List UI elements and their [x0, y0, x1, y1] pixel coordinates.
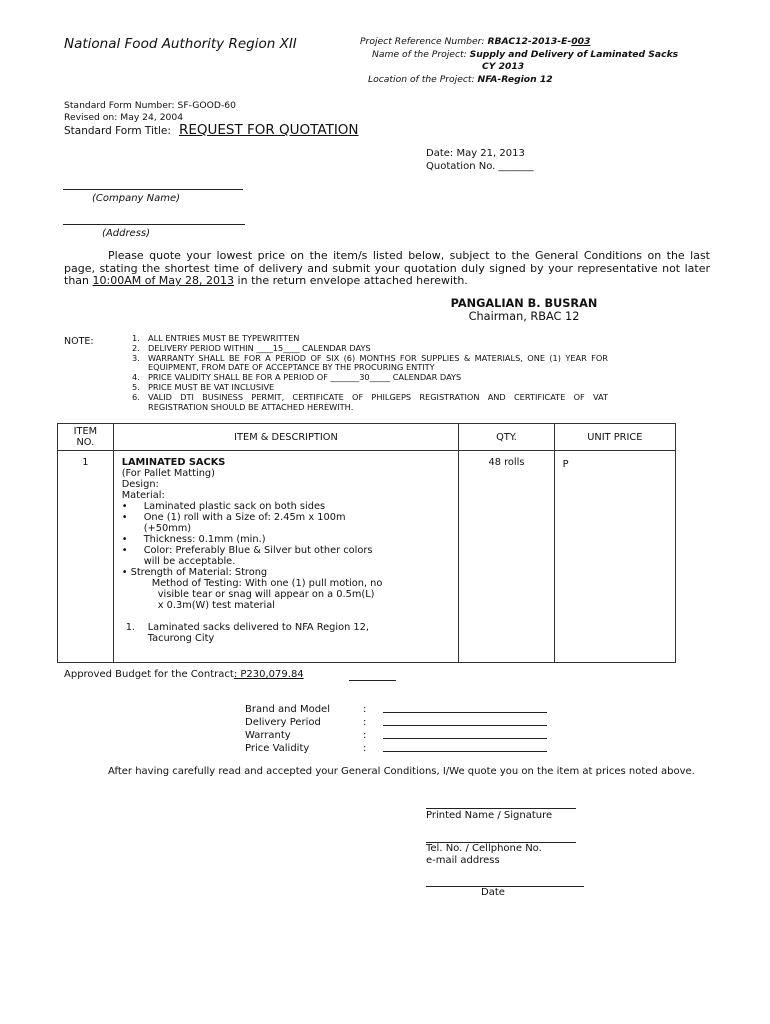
- spec-label: Delivery Period: [245, 717, 321, 728]
- date-block: [426, 148, 534, 173]
- project-info: [360, 36, 720, 86]
- ref-value: RBAC12-2013-E-: [487, 36, 572, 47]
- spec-colon: :: [363, 717, 367, 728]
- project-year: CY 2013: [482, 61, 525, 72]
- signatory-title: Chairman, RBAC 12: [468, 310, 580, 323]
- bullet-line: [122, 534, 453, 545]
- note-label: NOTE:: [64, 336, 94, 347]
- note-text: VALID DTI BUSINESS PERMIT, CERTIFICATE OF PHILGEPS REGISTRATION AND CERTIFICATE OF VAT REGISTRATION SHOULD BE ATTACHED HEREWITH.: [148, 391, 608, 412]
- spec-label: Brand and Model: [245, 704, 330, 715]
- note-num: 3.: [132, 352, 140, 363]
- spec-row-warranty: [245, 729, 367, 742]
- note-num: 2.: [132, 342, 140, 353]
- location-value: NFA-Region 12: [477, 73, 553, 85]
- note-num: 4.: [132, 372, 140, 383]
- company-name-label: (Company Name): [92, 193, 181, 204]
- abc-underline: [349, 680, 396, 681]
- quotation-number: Quotation No. _______: [426, 160, 534, 172]
- header-item-no-2: NO.: [76, 437, 95, 448]
- delivery-line: [122, 622, 453, 633]
- item-unit-price[interactable]: P: [554, 451, 675, 663]
- item-description: [113, 451, 459, 663]
- project-location: [360, 74, 720, 87]
- spec-label: Price Validity: [245, 743, 310, 754]
- table-header-row: [58, 424, 676, 451]
- desc-line: Thickness: 0.1mm (min.): [143, 534, 266, 545]
- note-num: 6.: [132, 391, 140, 402]
- spec-label: Warranty: [245, 730, 291, 741]
- spec-row-validity: [245, 742, 367, 755]
- note-text: WARRANTY SHALL BE FOR A PERIOD OF SIX (6) MONTHS FOR SUPPLIES & MATERIALS, ONE (1) YEAR FOR EQUIPMENT, FROM DATE OF ACCEPTANCE BY THE PROCURING ENTITY: [148, 352, 608, 373]
- bullet-icon: •: [121, 512, 128, 523]
- note-num: 1.: [132, 333, 140, 343]
- spec-colon: :: [363, 743, 367, 754]
- form-title: REQUEST FOR QUOTATION: [178, 122, 359, 138]
- note-item: [132, 393, 608, 413]
- delivery-num: 1.: [125, 622, 136, 633]
- header-unit-price: UNIT PRICE: [554, 424, 675, 451]
- spec-row-brand: [245, 703, 367, 716]
- item-name: LAMINATED SACKS: [121, 457, 226, 468]
- table-row: [58, 451, 676, 663]
- signatory: [444, 297, 604, 323]
- ref-value-suffix: 003: [571, 36, 591, 47]
- notes-list: [132, 334, 608, 412]
- brand-field[interactable]: [383, 712, 547, 713]
- tel-label: Tel. No. / Cellphone No.: [426, 843, 542, 854]
- abc-value: : P230,079.84: [233, 669, 304, 680]
- bullet-line: [122, 545, 453, 556]
- note-text: DELIVERY PERIOD WITHIN ____15____ CALENDAR DAYS: [148, 342, 371, 353]
- spec-colon: :: [363, 730, 367, 741]
- spec-colon: :: [363, 704, 367, 715]
- project-value: Supply and Delivery of Laminated Sacks: [469, 48, 679, 60]
- contact-labels: [426, 843, 542, 867]
- company-name-line[interactable]: [63, 189, 243, 190]
- date-line[interactable]: [426, 886, 584, 887]
- desc-line: Laminated sacks delivered to NFA Region 12,: [147, 622, 369, 633]
- printed-name-label: Printed Name / Signature: [426, 810, 553, 821]
- location-label: Location of the Project:: [368, 73, 475, 85]
- intro-paragraph: [64, 250, 710, 288]
- agency-name: National Food Authority Region XII: [64, 36, 297, 52]
- note-item: [132, 354, 608, 374]
- delivery-period-field[interactable]: [383, 725, 547, 726]
- warranty-field[interactable]: [383, 738, 547, 739]
- desc-line: x 0.3m(W) test material: [157, 600, 276, 611]
- intro-text-end: in the return envelope attached herewith.: [234, 274, 468, 287]
- item-quantity: 48 rolls: [459, 451, 554, 663]
- quotation-date: Date: May 21, 2013: [426, 148, 525, 159]
- desc-line: Method of Testing: With one (1) pull motion, no: [151, 578, 383, 589]
- address-line[interactable]: [63, 224, 245, 225]
- desc-line: Design:: [121, 479, 159, 490]
- project-ref: [360, 36, 720, 49]
- email-label: e-mail address: [426, 855, 500, 866]
- form-number: Standard Form Number: SF-GOOD-60: [64, 100, 236, 111]
- closing-paragraph: After having carefully read and accepted your General Conditions, I/We quote you on the item at prices noted above.: [108, 766, 695, 777]
- form-meta: [64, 100, 236, 123]
- form-title-row: [64, 122, 359, 138]
- header-item-no-1: ITEM: [73, 426, 98, 437]
- bullet-icon: •: [121, 534, 128, 545]
- bullet-icon: •: [121, 545, 128, 556]
- note-num: 5.: [132, 381, 140, 392]
- note-text: PRICE MUST BE VAT INCLUSIVE: [148, 381, 275, 392]
- signature-line[interactable]: [426, 808, 576, 809]
- desc-line: (+50mm): [143, 523, 192, 534]
- items-table: [57, 423, 676, 663]
- desc-line: (For Pallet Matting): [121, 468, 215, 479]
- abc-label: Approved Budget for the Contract: [64, 669, 234, 680]
- desc-line: Laminated plastic sack on both sides: [143, 501, 326, 512]
- bullet-line: [122, 501, 453, 512]
- spec-fields: [245, 703, 367, 755]
- intro-text: Please quote your lowest price on the item/s listed below, subject to the General Conditions on the last page, stating the shortest time of delivery and submit your quotation duly signed by your representative not later than: [64, 249, 710, 287]
- desc-line: Color: Preferably Blue & Silver but other colors: [143, 545, 373, 556]
- approved-budget: [64, 669, 304, 680]
- bullet-line: [122, 512, 453, 523]
- desc-line: Material:: [121, 490, 165, 501]
- signatory-name: PANGALIAN B. BUSRAN: [450, 297, 598, 310]
- project-name: [360, 49, 720, 62]
- price-validity-field[interactable]: [383, 751, 547, 752]
- desc-line: • Strength of Material: Strong: [121, 567, 268, 578]
- item-number: 1: [58, 451, 114, 663]
- ref-label: Project Reference Number:: [360, 36, 485, 47]
- bullet-icon: •: [121, 501, 128, 512]
- header-description: ITEM & DESCRIPTION: [113, 424, 459, 451]
- address-label: (Address): [102, 228, 151, 239]
- project-label: Name of the Project:: [372, 48, 467, 60]
- spec-row-delivery: [245, 716, 367, 729]
- deadline: 10:00AM of May 28, 2013: [92, 274, 235, 287]
- desc-line: will be acceptable.: [143, 556, 236, 567]
- form-revised: Revised on: May 24, 2004: [64, 111, 184, 123]
- date-label: Date: [481, 887, 505, 898]
- desc-line: Tacurong City: [147, 633, 215, 644]
- desc-line: One (1) roll with a Size of: 2.45m x 100m: [143, 512, 346, 523]
- header-item-no: [58, 424, 114, 451]
- desc-line: visible tear or snag will appear on a 0.5m(L): [157, 589, 375, 600]
- header-qty: QTY.: [459, 424, 554, 451]
- form-title-label: Standard Form Title:: [64, 125, 171, 137]
- note-text: PRICE VALIDITY SHALL BE FOR A PERIOD OF _______30_____ CALENDAR DAYS: [148, 372, 462, 383]
- note-text: ALL ENTRIES MUST BE TYPEWRITTEN: [148, 333, 300, 343]
